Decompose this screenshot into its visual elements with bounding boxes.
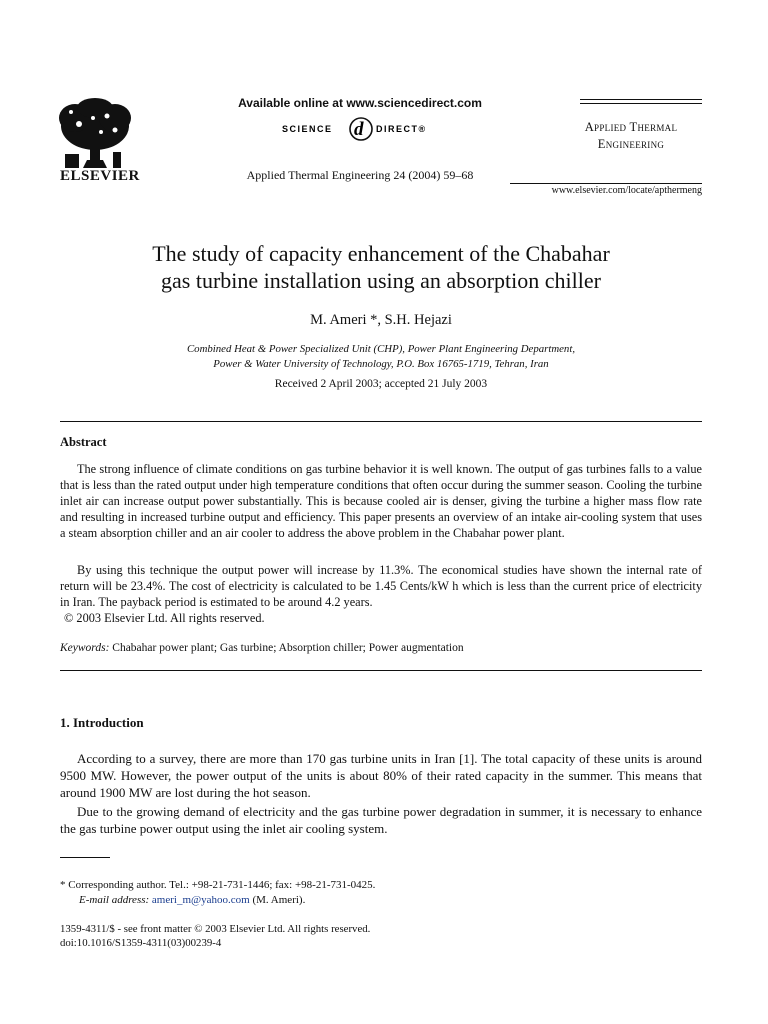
affiliation-line2: Power & Water University of Technology, P.O. Box 16765-1719, Tehran, Iran xyxy=(213,358,549,370)
section-heading: 1. Introduction xyxy=(60,715,144,730)
paper-title-line2: gas turbine installation using an absorption chiller xyxy=(161,268,601,293)
abstract-paragraph: By using this technique the output power will increase by 11.3%. The economical studies have shown the internal rate of return will be 23.4%. The cost of electricity is calculated to be 1.45 Cents/kW h which is less than the current price of electricity in Iran. The payback period is estimated to be around 4.2 years. xyxy=(60,563,702,609)
intro-paragraph: According to a survey, there are more than 170 gas turbine units in Iran [1]. The total capacity of these units is around 9500 MW. However, the power output of the units is about 80% of their rated capacity in the summer. This means that around 1900 MW are lost during the hot season. xyxy=(60,751,702,800)
header-rule xyxy=(510,183,702,184)
journal-url[interactable]: www.elsevier.com/locate/apthermeng xyxy=(551,185,702,196)
front-matter-copyright: 1359-4311/$ - see front matter © 2003 Elsevier Ltd. All rights reserved. xyxy=(60,923,371,935)
header-rule xyxy=(580,103,702,104)
svg-text:d: d xyxy=(354,119,364,140)
journal-reference: Applied Thermal Engineering 24 (2004) 59–68 xyxy=(246,168,474,182)
keywords-label: Keywords: xyxy=(60,642,110,654)
footnote-email xyxy=(79,893,305,908)
sd-logo-left: SCIENCE xyxy=(282,124,333,134)
sd-logo-right: DIRECT® xyxy=(376,124,427,134)
email-label: E-mail address: xyxy=(79,894,150,906)
email-link[interactable]: ameri_m@yahoo.com xyxy=(151,894,250,906)
sciencedirect-logo xyxy=(280,112,440,146)
abstract-paragraph: The strong influence of climate conditions on gas turbine behavior it is well known. The output of gas turbines falls to a value that is less than the rated output under high temperature conditions that often occur during the summer season. Cooling the turbine inlet air can increase output power substantially. This is because cooled air is denser, giving the turbine a higher mass flow rate and resulting in increased turbine output and efficiency. This paper presents an overview of an intake air-cooling system that uses a steam absorption chiller and an air cooler to address the above problem in the Chabahar power plant. xyxy=(60,462,702,540)
abstract-copyright: © 2003 Elsevier Ltd. All rights reserved. xyxy=(64,611,265,625)
affiliation xyxy=(60,342,702,372)
received-dates: Received 2 April 2003; accepted 21 July 2003 xyxy=(274,378,488,390)
header-rule xyxy=(580,99,702,100)
publisher-name: ELSEVIER xyxy=(60,168,140,184)
footnote-rule xyxy=(60,857,110,858)
paper-title-line1: The study of capacity enhancement of the Chabahar xyxy=(152,241,610,266)
journal-name-line1: Applied Thermal xyxy=(584,120,678,134)
abstract-top-rule xyxy=(60,421,702,422)
intro-paragraph: Due to the growing demand of electricity and the gas turbine power degradation in summer, it is necessary to enhance the gas turbine power output using the inlet air cooling system. xyxy=(60,804,702,836)
abstract-bottom-rule xyxy=(60,670,702,671)
abstract-heading: Abstract xyxy=(60,435,107,449)
available-online-text: Available online at www.sciencedirect.com xyxy=(238,96,482,110)
journal-name xyxy=(560,119,702,153)
footnote-corresponding-author: * Corresponding author. Tel.: +98-21-731-1446; fax: +98-21-731-0425. xyxy=(60,879,376,891)
doi[interactable]: doi:10.1016/S1359-4311(03)00239-4 xyxy=(60,937,222,949)
affiliation-line1: Combined Heat & Power Specialized Unit (CHP), Power Plant Engineering Department, xyxy=(186,343,576,355)
journal-name-line2: Engineering xyxy=(597,137,665,151)
authors: M. Ameri *, S.H. Hejazi xyxy=(310,312,452,328)
keywords xyxy=(60,642,702,654)
keywords-text: Chabahar power plant; Gas turbine; Absorption chiller; Power augmentation xyxy=(112,642,464,654)
paper-title xyxy=(60,240,702,294)
email-owner: (M. Ameri). xyxy=(252,894,306,906)
